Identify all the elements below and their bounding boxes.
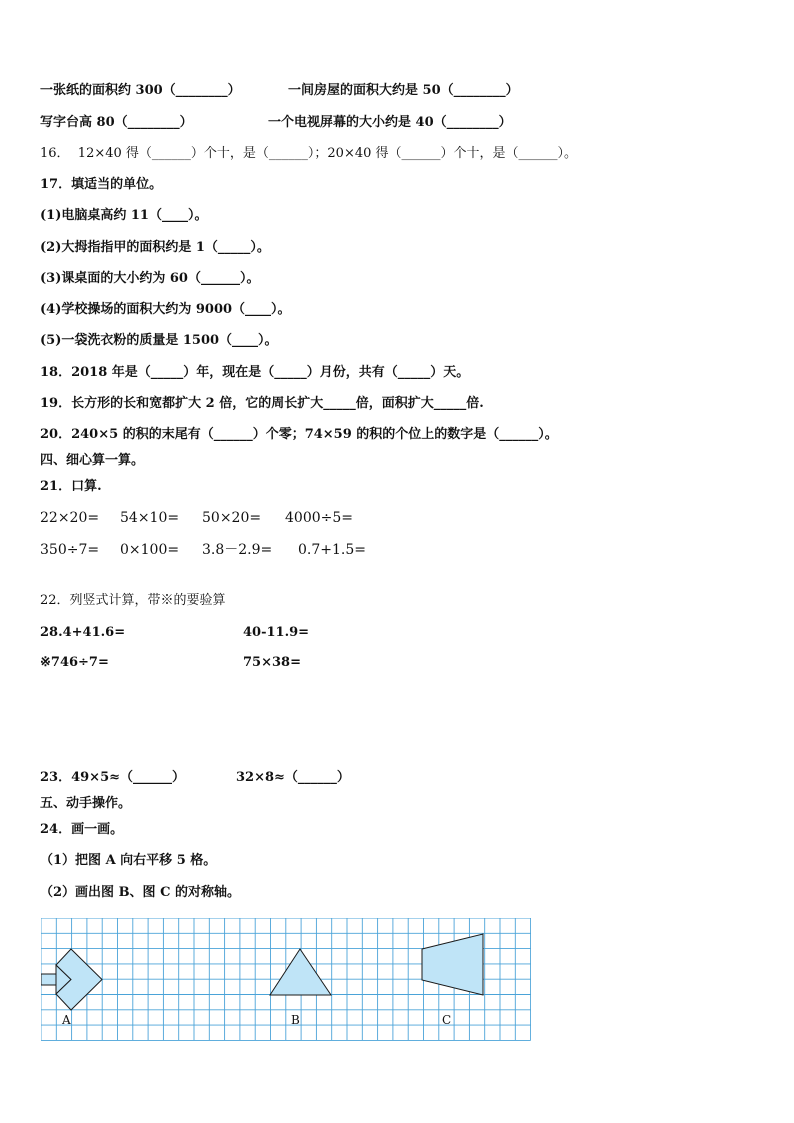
calc-350div7: 350÷7= <box>40 542 100 558</box>
figure-a-rect <box>41 974 56 985</box>
line-tv-screen: 一个电视屏幕的大小约是 40（________） <box>268 115 512 130</box>
question-24-1: （1）把图 A 向右平移 5 格。 <box>40 853 217 868</box>
question-24: 24．画一画。 <box>40 822 124 837</box>
question-17-3: (3)课桌面的大小约为 60（______）。 <box>40 271 260 286</box>
question-20: 20．240×5 的积的末尾有（______）个零；74×59 的积的个位上的数字是（______）。 <box>40 427 558 442</box>
calc-746div7: ※746÷7= <box>40 655 109 670</box>
question-17-1: (1)电脑桌高约 11（____）。 <box>40 208 208 223</box>
question-16: 16． 12×40 得（______）个十，是（______）；20×40 得（______）个十，是（______）。 <box>40 146 578 161</box>
question-17: 17．填适当的单位。 <box>40 177 163 192</box>
grid-figure <box>41 918 531 1042</box>
figure-label-c: C <box>442 1013 452 1027</box>
line-room-area: 一间房屋的面积大约是 50（________） <box>288 83 519 98</box>
figure-c-trapezoid <box>422 934 483 995</box>
calc-75x38: 75×38= <box>243 655 301 670</box>
figure-label-b: B <box>291 1013 300 1027</box>
calc-50x20: 50×20= <box>202 510 262 526</box>
section-4-heading: 四、细心算一算。 <box>40 453 145 468</box>
figure-b-triangle <box>270 949 331 995</box>
question-17-5: (5)一袋洗衣粉的质量是 1500（____）。 <box>40 333 278 348</box>
question-22: 22．列竖式计算，带※的要验算 <box>40 593 226 608</box>
line-paper-area: 一张纸的面积约 300（________） <box>40 83 241 98</box>
calc-40minus11.9: 40-11.9= <box>243 625 310 640</box>
calc-4000div5: 4000÷5= <box>285 510 353 526</box>
question-18: 18．2018 年是（_____）年，现在是（_____）月份，共有（_____）天。 <box>40 365 470 380</box>
question-17-2: (2)大拇指指甲的面积约是 1（_____）。 <box>40 240 270 255</box>
calc-54x10: 54×10= <box>120 510 180 526</box>
question-23-b: 32×8≈（______） <box>236 770 350 785</box>
question-19: 19．长方形的长和宽都扩大 2 倍，它的周长扩大_____倍，面积扩大_____倍. <box>40 396 484 411</box>
question-21: 21．口算. <box>40 479 102 494</box>
question-23-a: 23．49×5≈（______） <box>40 770 186 785</box>
section-5-heading: 五、动手操作。 <box>40 796 132 811</box>
calc-3.8minus2.9: 3.8－2.9= <box>202 542 273 558</box>
line-desk-height: 写字台高 80（________） <box>40 115 193 130</box>
question-17-4: (4)学校操场的面积大约为 9000（____）。 <box>40 302 291 317</box>
calc-22x20: 22×20= <box>40 510 100 526</box>
calc-0.7plus1.5: 0.7+1.5= <box>298 542 366 558</box>
calc-0x100: 0×100= <box>120 542 180 558</box>
figure-label-a: A <box>62 1013 71 1027</box>
question-24-2: （2）画出图 B、图 C 的对称轴。 <box>40 885 240 900</box>
calc-28.4plus41.6: 28.4+41.6= <box>40 625 126 640</box>
